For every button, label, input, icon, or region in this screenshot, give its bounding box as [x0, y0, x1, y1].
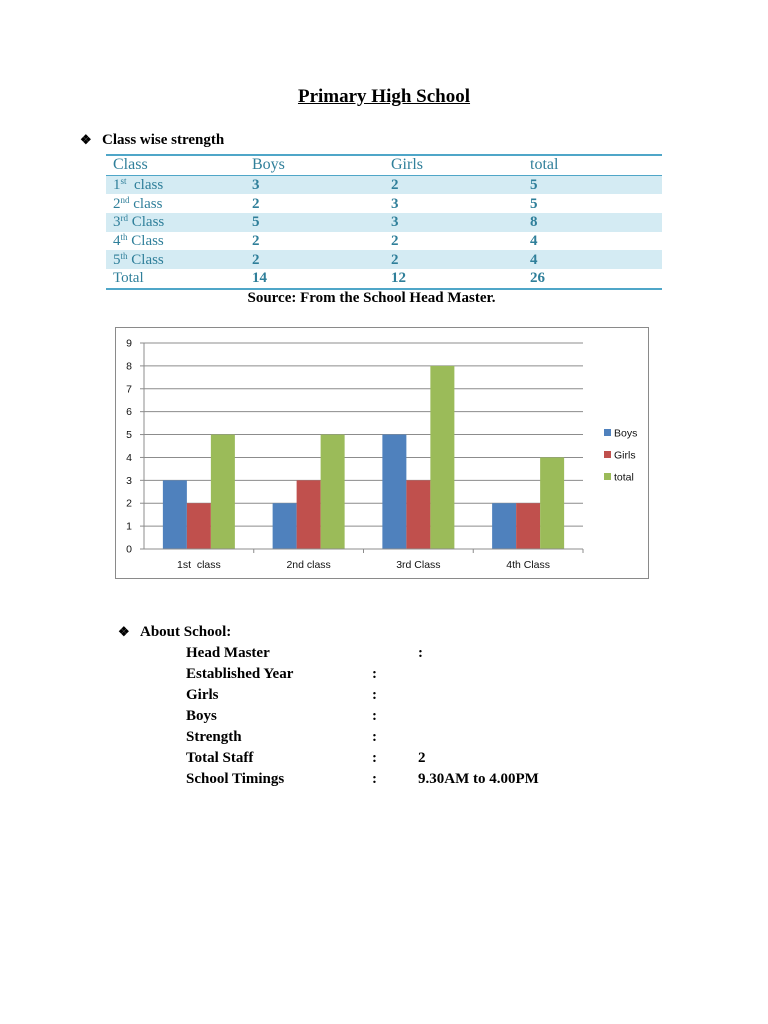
total-cell: 8 [530, 214, 538, 231]
about-colon: : [418, 645, 423, 661]
class-section-title: Class wise strength [102, 132, 225, 148]
about-colon: : [372, 666, 377, 682]
table-row [106, 232, 662, 251]
y-tick-label: 3 [126, 474, 132, 487]
about-colon: : [372, 750, 377, 766]
bar-boys-2 [273, 503, 297, 549]
class-cell: 3rd Class [113, 213, 165, 231]
boys-cell: 2 [252, 233, 260, 250]
y-tick-label: 8 [126, 360, 132, 373]
total-label-cell: Total [113, 270, 144, 287]
boys-cell: 3 [252, 177, 260, 194]
column-header: total [530, 156, 559, 174]
about-label: Boys [186, 708, 217, 724]
about-colon: : [372, 687, 377, 703]
total-cell: 4 [530, 251, 538, 268]
about-label: Head Master [186, 645, 270, 661]
class-cell: 1st class [113, 176, 164, 194]
bar-total-3 [430, 366, 454, 549]
about-label: Girls [186, 687, 219, 703]
y-tick-label: 5 [126, 429, 132, 442]
diamond-bullet-icon: ❖ [118, 624, 130, 639]
bar-boys-3 [382, 435, 406, 549]
class-strength-table [106, 154, 662, 290]
bar-girls-1 [187, 503, 211, 549]
boys-cell: 2 [252, 195, 260, 212]
about-colon: : [372, 708, 377, 724]
bar-total-2 [321, 435, 345, 549]
about-value: 2 [418, 750, 426, 766]
girls-total-cell: 12 [391, 270, 406, 287]
page-title: Primary High School [297, 86, 471, 107]
table-total-row [106, 269, 662, 289]
total-cell: 5 [530, 195, 538, 212]
total-cell: 4 [530, 233, 538, 250]
bar-girls-2 [297, 480, 321, 549]
about-section-title: About School: [140, 624, 232, 640]
girls-cell: 3 [391, 195, 399, 212]
boys-cell: 5 [252, 214, 260, 231]
column-header: Boys [252, 156, 285, 174]
bar-total-1 [211, 435, 235, 549]
y-tick-label: 7 [126, 383, 132, 396]
x-tick-label: 1st class [176, 559, 221, 571]
y-tick-label: 9 [126, 337, 132, 350]
table-row [106, 194, 662, 213]
class-section-heading [80, 132, 224, 149]
bar-boys-1 [163, 480, 187, 549]
y-tick-label: 0 [126, 543, 132, 556]
x-tick-label: 3rd Class [396, 559, 441, 571]
legend-swatch-total [604, 473, 611, 480]
table-row [106, 175, 662, 194]
class-cell: 4th Class [113, 232, 164, 250]
y-tick-label: 2 [126, 497, 132, 510]
y-tick-label: 6 [126, 406, 132, 419]
about-colon: : [372, 771, 377, 787]
bar-girls-3 [406, 480, 430, 549]
legend-label-girls: Girls [614, 449, 636, 462]
girls-cell: 2 [391, 177, 399, 194]
about-label: Strength [186, 729, 242, 745]
bar-chart-svg [116, 328, 648, 578]
legend-swatch-boys [604, 429, 611, 436]
class-strength-chart [115, 327, 649, 579]
girls-cell: 2 [391, 251, 399, 268]
class-cell: 5th Class [113, 250, 164, 268]
y-tick-label: 1 [126, 520, 132, 533]
table-source-note: Source: From the School Head Master. [247, 290, 496, 306]
bar-boys-4 [492, 503, 516, 549]
legend-label-total: total [614, 471, 634, 484]
table-row [106, 213, 662, 232]
column-header: Girls [391, 156, 423, 174]
bar-girls-4 [516, 503, 540, 549]
table-row [106, 250, 662, 269]
table-header-row [106, 155, 662, 175]
legend-label-boys: Boys [614, 427, 638, 440]
boys-total-cell: 14 [252, 270, 267, 287]
x-tick-label: 4th Class [506, 559, 551, 571]
about-label: Established Year [186, 666, 294, 682]
boys-cell: 2 [252, 251, 260, 268]
about-value: 9.30AM to 4.00PM [418, 771, 539, 787]
about-colon: : [372, 729, 377, 745]
about-label: Total Staff [186, 750, 254, 766]
x-tick-label: 2nd class [286, 559, 331, 571]
total-cell: 5 [530, 177, 538, 194]
diamond-bullet-icon: ❖ [80, 132, 92, 147]
column-header: Class [113, 156, 148, 174]
class-cell: 2nd class [113, 194, 163, 212]
about-section-heading [118, 624, 231, 641]
y-tick-label: 4 [126, 451, 132, 464]
legend-swatch-girls [604, 451, 611, 458]
girls-cell: 3 [391, 214, 399, 231]
grand-total-cell: 26 [530, 270, 545, 287]
bar-total-4 [540, 457, 564, 549]
about-label: School Timings [186, 771, 285, 787]
girls-cell: 2 [391, 233, 399, 250]
